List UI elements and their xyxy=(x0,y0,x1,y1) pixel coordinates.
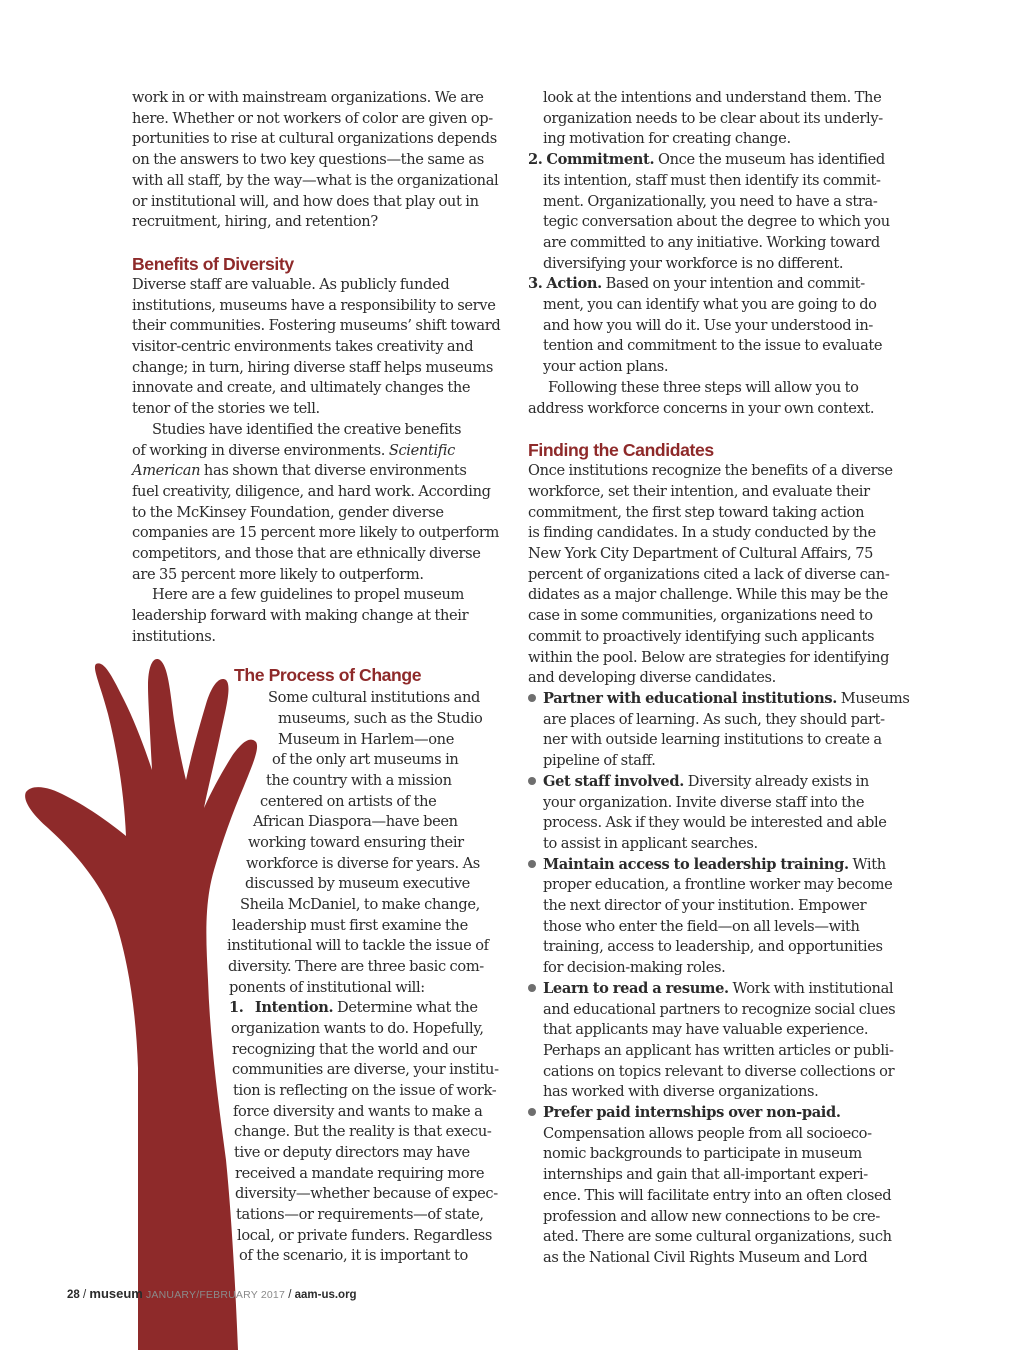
finding-heading: Finding the Candidates xyxy=(528,440,714,461)
text-line: leadership must first examine the xyxy=(232,917,468,934)
text-line: organization needs to be clear about its underly- xyxy=(543,109,883,127)
text-line: ment. Organizationally, you need to have a stra- xyxy=(543,192,878,210)
text-line: your action plans. xyxy=(543,358,669,376)
text-line: diversifying your workforce is no different. xyxy=(543,254,844,272)
website-link[interactable]: aam-us.org xyxy=(294,1289,357,1301)
list-item-title: Commitment. xyxy=(546,151,655,169)
text-line: New York City Department of Cultural Affairs, 75 xyxy=(528,545,874,563)
separator: / xyxy=(79,1289,90,1301)
text-line: tion is reflecting on the issue of work- xyxy=(233,1082,497,1099)
text-line: institutions. xyxy=(132,627,216,645)
separator: / xyxy=(285,1289,295,1301)
text-line: is finding candidates. In a study conducted by the xyxy=(528,524,876,542)
text-line: communities are diverse, your institu- xyxy=(232,1061,499,1078)
bullet-icon xyxy=(528,860,536,868)
text-line: recognizing that the world and our xyxy=(232,1041,477,1058)
list-number: 1. xyxy=(229,999,244,1016)
hand-shape xyxy=(25,659,257,1350)
page-number: 28 xyxy=(67,1289,80,1301)
text-line: diversity. There are three basic com- xyxy=(228,958,484,975)
text-line: tive or deputy directors may have xyxy=(234,1144,470,1161)
benefits-paragraph-2 xyxy=(132,420,500,586)
text-line: proper education, a frontline worker may become xyxy=(543,876,893,894)
text-line: visitor-centric environments takes creativity and xyxy=(132,338,474,356)
process-heading: The Process of Change xyxy=(234,665,422,685)
text-line: pipeline of staff. xyxy=(543,752,656,770)
benefits-paragraph-3 xyxy=(132,585,500,647)
text-line: leadership forward with making change at their xyxy=(132,607,469,625)
text-line xyxy=(528,772,898,793)
text-line: are 35 percent more likely to outperform. xyxy=(132,565,424,583)
text-line: organization wants to do. Hopefully, xyxy=(231,1020,484,1037)
bullet-title: Prefer paid internships over non-paid. xyxy=(543,1104,841,1122)
magazine-name: museum xyxy=(89,1286,143,1301)
bullet-title: Get staff involved. xyxy=(543,772,684,790)
bullet-title: Maintain access to leadership training. xyxy=(543,855,849,873)
text-line: profession and allow new connections to be cre- xyxy=(543,1207,880,1225)
list-item-commitment xyxy=(528,150,898,274)
list-item-title: Action. xyxy=(546,275,602,293)
bullet-item-staff xyxy=(528,772,898,855)
text-line: Following these three steps will allow you to xyxy=(548,378,859,396)
text-line: Museum in Harlem—one xyxy=(278,731,455,748)
text-line: case in some communities, organizations need to xyxy=(528,607,873,625)
page-footer xyxy=(67,1286,357,1301)
bullet-icon xyxy=(528,1108,536,1116)
text-line: and how you will do it. Use your understood in- xyxy=(543,316,873,334)
text-line: companies are 15 percent more likely to outperform xyxy=(132,524,500,542)
bullet-item-resume xyxy=(528,979,898,1103)
text-line: received a mandate requiring more xyxy=(235,1165,485,1182)
text-line: museums, such as the Studio xyxy=(278,710,483,727)
text-line: working toward ensuring their xyxy=(248,834,464,851)
text-line: Compensation allows people from all socioeco- xyxy=(543,1124,872,1142)
text-line: ing motivation for creating change. xyxy=(543,130,791,148)
text-line: Here are a few guidelines to propel museum xyxy=(152,586,465,604)
text-line: to the McKinsey Foundation, gender diverse xyxy=(132,503,444,521)
text-line: Once institutions recognize the benefits of a diverse xyxy=(528,462,893,480)
text-line: recruitment, hiring, and retention? xyxy=(132,213,378,231)
text-line: Studies have identified the creative benefits xyxy=(152,420,462,438)
text-line: commitment, the first step toward taking action xyxy=(528,503,865,521)
text-line: are committed to any initiative. Working toward xyxy=(543,233,880,251)
bullet-title: Partner with educational institutions. xyxy=(543,689,837,707)
text-line: tations—or requirements—of state, xyxy=(236,1206,484,1223)
text-line: discussed by museum executive xyxy=(245,875,470,892)
text-line: cations on topics relevant to diverse collections or xyxy=(543,1062,895,1080)
left-column xyxy=(132,88,500,648)
intro-paragraph xyxy=(132,88,500,233)
list-item-title: Intention. xyxy=(254,999,334,1016)
text-line: of the scenario, it is important to xyxy=(239,1247,468,1264)
text-line: that applicants may have valuable experience. xyxy=(543,1021,869,1039)
text-line: internships and gain that all-important experi- xyxy=(543,1166,868,1184)
text-line: on the answers to two key questions—the same as xyxy=(132,151,484,169)
right-column xyxy=(528,88,910,1269)
text-line: their communities. Fostering museums’ shift toward xyxy=(132,317,501,335)
text-line xyxy=(528,689,910,710)
text-line: change. But the reality is that execu- xyxy=(234,1123,492,1140)
text-line: Diverse staff are valuable. As publicly funded xyxy=(132,275,450,293)
text-run: Once the museum has identified xyxy=(654,151,885,169)
text-line: Sheila McDaniel, to make change, xyxy=(240,896,480,913)
text-run: Work with institutional xyxy=(728,979,894,997)
text-line: here. Whether or not workers of color are given op- xyxy=(132,109,493,127)
text-line: its intention, staff must then identify its commit- xyxy=(543,171,881,189)
text-line: process. Ask if they would be interested and able xyxy=(543,814,887,832)
text-line: institutions, museums have a responsibility to serve xyxy=(132,296,496,314)
text-run: Museums xyxy=(836,689,910,707)
publication-name: Scientific xyxy=(388,441,455,459)
text-line xyxy=(528,150,898,171)
intention-continued xyxy=(528,88,898,150)
text-line: your organization. Invite diverse staff into the xyxy=(543,793,865,811)
text-line: institutional will to tackle the issue of xyxy=(227,937,489,954)
text-line: commit to proactively identifying such applicants xyxy=(528,627,875,645)
text-line: diversity—whether because of expec- xyxy=(235,1185,498,1202)
text-line: change; in turn, hiring diverse staff helps museums xyxy=(132,358,493,376)
bullet-item-internships xyxy=(528,1103,898,1269)
text-line: centered on artists of the xyxy=(260,793,437,810)
bullet-item-leadership xyxy=(528,855,898,979)
text-line: work in or with mainstream organizations. We are xyxy=(132,89,484,106)
text-line: training, access to leadership, and opportunities xyxy=(543,938,883,956)
text-line: those who enter the field—on all levels—with xyxy=(543,917,860,935)
text-line: to assist in applicant searches. xyxy=(543,834,758,852)
text-line: tenor of the stories we tell. xyxy=(132,400,320,418)
text-line xyxy=(132,441,500,462)
text-line: has worked with diverse organizations. xyxy=(543,1083,819,1101)
text-line: Perhaps an applicant has written articles or publi- xyxy=(543,1041,894,1059)
text-line: fuel creativity, diligence, and hard work. According xyxy=(132,482,491,500)
text-line: or institutional will, and how does that play out in xyxy=(132,192,479,210)
text-line: local, or private funders. Regardless xyxy=(237,1227,492,1244)
text-line: are places of learning. As such, they should part- xyxy=(543,710,885,728)
text-line: the next director of your institution. Empower xyxy=(543,897,867,915)
text-line: address workforce concerns in your own context. xyxy=(528,399,875,417)
text-line xyxy=(528,274,898,295)
text-line: workforce is diverse for years. As xyxy=(246,855,480,872)
finding-paragraph xyxy=(528,461,898,689)
text-line: look at the intentions and understand them. The xyxy=(543,89,882,106)
bullet-icon xyxy=(528,694,536,702)
benefits-paragraph-1 xyxy=(132,275,500,420)
text-line: ponents of institutional will: xyxy=(229,979,425,996)
issue-date: JANUARY/FEBRUARY 2017 xyxy=(142,1289,285,1301)
text-line: with all staff, by the way—what is the organizational xyxy=(132,171,499,189)
text-line: of the only art museums in xyxy=(272,751,459,768)
text-line: portunities to rise at cultural organizations depends xyxy=(132,130,497,148)
text-line: African Diaspora—have been xyxy=(253,813,458,830)
text-run: of working in diverse environments. xyxy=(132,441,389,459)
following-paragraph xyxy=(528,378,898,419)
benefits-heading: Benefits of Diversity xyxy=(132,253,294,274)
text-line: ence. This will facilitate entry into an often closed xyxy=(543,1186,892,1204)
text-line: and developing diverse candidates. xyxy=(528,669,776,687)
text-run: Diversity already exists in xyxy=(683,772,869,790)
text-line: force diversity and wants to make a xyxy=(233,1103,483,1120)
bullet-item-partner xyxy=(528,689,910,772)
text-line: competitors, and those that are ethnically diverse xyxy=(132,545,481,563)
text-run: Determine what the xyxy=(333,999,478,1016)
text-line xyxy=(132,461,500,482)
text-line: percent of organizations cited a lack of diverse can- xyxy=(528,565,890,583)
text-line: for decision-making roles. xyxy=(543,959,726,977)
text-line: nomic backgrounds to participate in museum xyxy=(543,1145,862,1163)
text-run: Based on your intention and commit- xyxy=(601,275,865,293)
text-line: ner with outside learning institutions to create a xyxy=(543,731,882,749)
text-run: has shown that diverse environments xyxy=(200,462,467,480)
text-line: ated. There are some cultural organizations, such xyxy=(543,1228,892,1246)
text-line: tention and commitment to the issue to evaluate xyxy=(543,337,883,355)
text-line: and educational partners to recognize social clues xyxy=(543,1000,896,1018)
text-line: Some cultural institutions and xyxy=(268,689,481,706)
list-item-intention xyxy=(229,998,478,1019)
list-number: 2. xyxy=(528,151,543,169)
bullet-title: Learn to read a resume. xyxy=(543,979,729,997)
text-line xyxy=(528,979,898,1000)
text-line: workforce, set their intention, and evaluate their xyxy=(528,482,870,500)
bullet-icon xyxy=(528,984,536,992)
text-run: With xyxy=(848,855,886,873)
text-line: within the pool. Below are strategies for identifying xyxy=(528,648,890,666)
list-item-action xyxy=(528,274,898,378)
text-line: ment, you can identify what you are going to do xyxy=(543,296,877,314)
text-line: the country with a mission xyxy=(266,772,452,789)
bullet-icon xyxy=(528,777,536,785)
text-line: didates as a major challenge. While this may be the xyxy=(528,586,888,604)
publication-name: American xyxy=(132,462,201,480)
text-line xyxy=(528,855,898,876)
text-line: as the National Civil Rights Museum and Lord xyxy=(543,1248,868,1266)
text-line: innovate and create, and ultimately changes the xyxy=(132,379,471,397)
text-line xyxy=(528,1103,898,1124)
list-number: 3. xyxy=(528,275,543,293)
text-line: tegic conversation about the degree to which you xyxy=(543,213,890,231)
